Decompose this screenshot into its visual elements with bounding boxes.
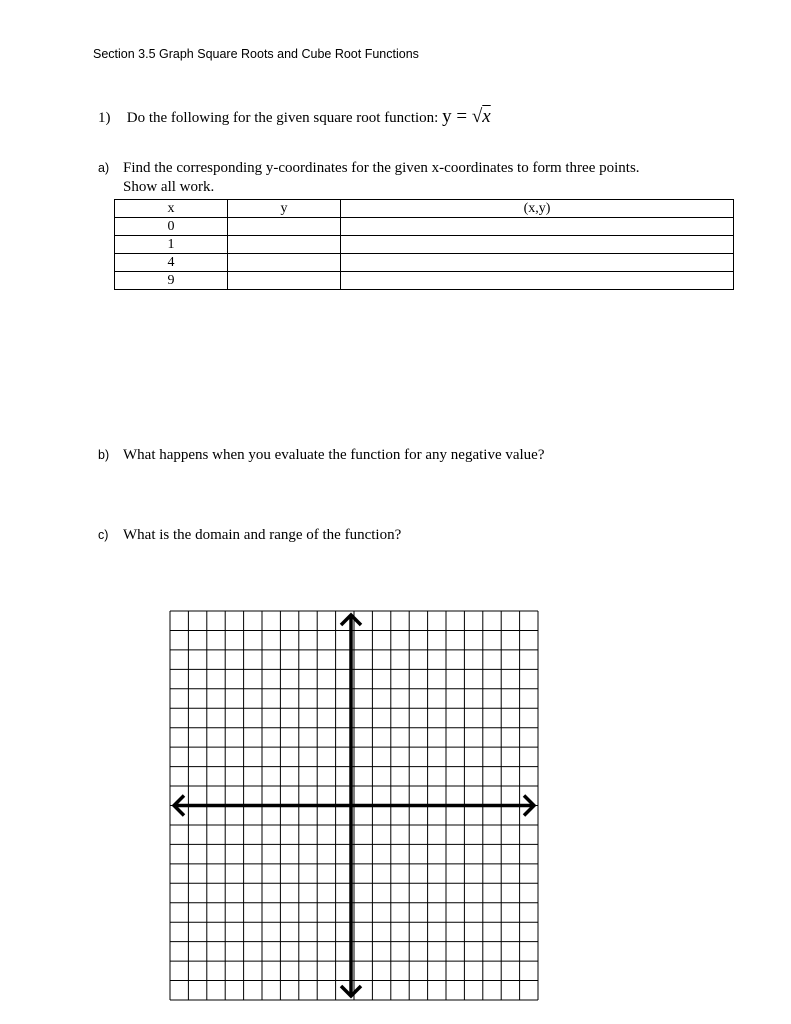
cell-y[interactable] <box>227 254 340 272</box>
cell-point[interactable] <box>340 218 733 236</box>
equation-lhs: y = √ <box>442 106 483 127</box>
table-row <box>115 272 734 290</box>
cell-x: 0 <box>115 218 228 236</box>
cell-y[interactable] <box>227 236 340 254</box>
header-x: x <box>115 200 228 218</box>
cell-x: 4 <box>115 254 228 272</box>
question-1 <box>98 106 491 128</box>
coordinate-grid[interactable] <box>169 610 541 1002</box>
table-header-row <box>115 200 734 218</box>
cell-x: 9 <box>115 272 228 290</box>
cell-point[interactable] <box>340 272 733 290</box>
table-row <box>115 254 734 272</box>
part-a-text: Find the corresponding y-coordinates for the given x-coordinates to form three points. <box>123 160 640 176</box>
question-number: 1) <box>98 110 111 126</box>
header-y: y <box>227 200 340 218</box>
part-c-label: c) <box>98 528 109 542</box>
cell-point[interactable] <box>340 254 733 272</box>
part-a-text-line2: Show all work. <box>123 179 215 195</box>
equation-variable: x <box>482 106 491 127</box>
question-text: Do the following for the given square root function: <box>126 110 439 126</box>
header-xy: (x,y) <box>340 200 733 218</box>
part-b-text: What happens when you evaluate the function for any negative value? <box>123 447 545 463</box>
cell-point[interactable] <box>340 236 733 254</box>
part-c-text: What is the domain and range of the function? <box>123 527 402 543</box>
cell-y[interactable] <box>227 272 340 290</box>
table-row <box>115 218 734 236</box>
part-b-label: b) <box>98 448 110 462</box>
cell-y[interactable] <box>227 218 340 236</box>
part-a-label: a) <box>98 161 110 175</box>
cell-x: 1 <box>115 236 228 254</box>
xy-table <box>114 199 734 290</box>
page-header: Section 3.5 Graph Square Roots and Cube Root Functions <box>93 47 419 61</box>
table-row <box>115 236 734 254</box>
